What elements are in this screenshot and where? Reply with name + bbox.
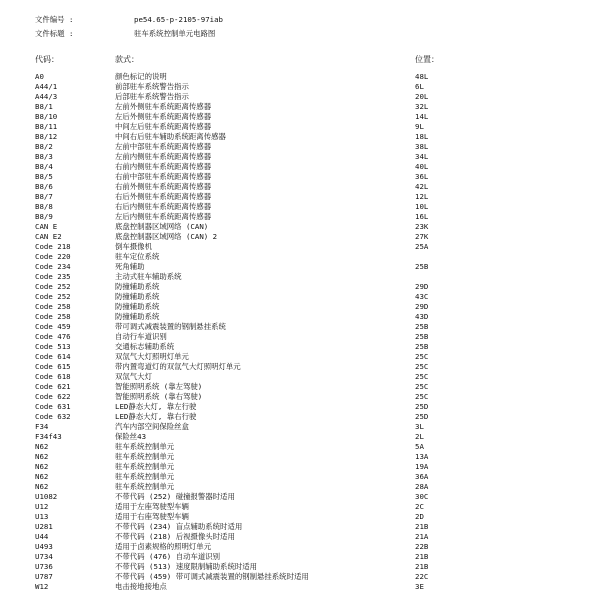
component-name: 防撞辅助系统 — [115, 282, 160, 291]
component-name: 右后外侧驻车系统距离传感器 — [115, 192, 212, 201]
component-location: 13A — [415, 452, 429, 461]
component-name: LED静态大灯, 靠左行驶 — [115, 402, 197, 411]
legend-row — [0, 512, 601, 522]
doc-number-value: pe54.65-p-2105-97iab — [134, 15, 223, 24]
legend-row — [0, 482, 601, 492]
legend-row — [0, 422, 601, 432]
component-code: Code 459 — [35, 322, 71, 331]
legend-row — [0, 452, 601, 462]
component-location: 25C — [415, 352, 429, 361]
legend-row — [0, 272, 601, 282]
component-name: 适用于左座驾驶型车辆 — [115, 502, 189, 511]
component-code: A44/1 — [35, 82, 58, 91]
legend-row — [0, 252, 601, 262]
component-name: 带可调式减震装置的钢制悬挂系统 — [115, 322, 226, 331]
component-location: 38L — [415, 142, 429, 151]
legend-row — [0, 442, 601, 452]
component-name: 前部驻车系统警告指示 — [115, 82, 189, 91]
legend-row — [0, 372, 601, 382]
component-location: 43C — [415, 292, 429, 301]
component-location: 28A — [415, 482, 429, 491]
component-name: 中间右后驻车辅助系统距离传感器 — [115, 132, 226, 141]
component-code: Code 258 — [35, 312, 71, 321]
component-location: 36A — [415, 472, 429, 481]
component-code: U736 — [35, 562, 53, 571]
component-location: 32L — [415, 102, 429, 111]
legend-row — [0, 212, 601, 222]
legend-row — [0, 112, 601, 122]
component-location: 25B — [415, 262, 429, 271]
component-location: 48L — [415, 72, 429, 81]
component-location: 25C — [415, 362, 429, 371]
component-code: B8/8 — [35, 202, 53, 211]
component-code: B8/9 — [35, 212, 53, 221]
legend-row — [0, 332, 601, 342]
legend-row — [0, 292, 601, 302]
component-code: B8/10 — [35, 112, 58, 121]
component-location: 23K — [415, 222, 429, 231]
component-code: Code 252 — [35, 282, 71, 291]
component-code: CAN E — [35, 222, 58, 231]
component-code: B8/3 — [35, 152, 53, 161]
component-name: 主动式驻车辅助系统 — [115, 272, 182, 281]
legend-row — [0, 552, 601, 562]
component-code: B8/12 — [35, 132, 58, 141]
column-header-name: 款式： — [115, 55, 139, 64]
component-name: 中间左后驻车系统距离传感器 — [115, 122, 212, 131]
component-code: U1082 — [35, 492, 58, 501]
component-location: 25B — [415, 332, 429, 341]
legend-row — [0, 202, 601, 212]
legend-row — [0, 432, 601, 442]
component-code: U12 — [35, 502, 49, 511]
component-code: Code 234 — [35, 262, 71, 271]
component-code: Code 632 — [35, 412, 71, 421]
component-name: 左前内侧驻车系统距离传感器 — [115, 152, 212, 161]
component-code: Code 476 — [35, 332, 71, 341]
component-location: 6L — [415, 82, 424, 91]
legend-row — [0, 572, 601, 582]
component-name: 不带代码 (476) 自动车道识别 — [115, 552, 221, 561]
component-code: B8/7 — [35, 192, 53, 201]
component-location: 27K — [415, 232, 429, 241]
component-location: 25D — [415, 402, 429, 411]
component-code: U44 — [35, 532, 49, 541]
component-code: B8/2 — [35, 142, 53, 151]
component-code: N62 — [35, 442, 49, 451]
legend-row — [0, 582, 601, 592]
component-code: A44/3 — [35, 92, 58, 101]
component-code: Code 614 — [35, 352, 71, 361]
component-name: 智能照明系统 (靠右驾驶) — [115, 392, 203, 401]
legend-row — [0, 82, 601, 92]
component-name: 电击接地接地点 — [115, 582, 167, 591]
component-location: 25C — [415, 392, 429, 401]
component-location: 3L — [415, 422, 424, 431]
legend-list — [0, 72, 601, 592]
component-location: 43D — [415, 312, 429, 321]
component-name: 左后外侧驻车系统距离传感器 — [115, 112, 212, 121]
legend-row — [0, 342, 601, 352]
component-location: 5A — [415, 442, 424, 451]
legend-row — [0, 162, 601, 172]
component-name: 自动行车道识别 — [115, 332, 167, 341]
component-name: 后部驻车系统警告指示 — [115, 92, 189, 101]
doc-number-label: 文件编号 : — [35, 15, 74, 24]
component-name: 交通标志辅助系统 — [115, 342, 175, 351]
legend-row — [0, 362, 601, 372]
legend-row — [0, 472, 601, 482]
component-code: B8/11 — [35, 122, 58, 131]
component-name: 驻车系统控制单元 — [115, 482, 175, 491]
component-code: B8/6 — [35, 182, 53, 191]
component-name: 驻车系统控制单元 — [115, 442, 175, 451]
component-name: 双氙气大灯照明灯单元 — [115, 352, 189, 361]
legend-row — [0, 562, 601, 572]
component-code: F34 — [35, 422, 49, 431]
legend-row — [0, 402, 601, 412]
legend-row — [0, 192, 601, 202]
component-location: 25A — [415, 242, 429, 251]
component-name: 左前外侧驻车系统距离传感器 — [115, 102, 212, 111]
component-code: N62 — [35, 462, 49, 471]
component-name: 倒车摄像机 — [115, 242, 152, 251]
component-name: 防撞辅助系统 — [115, 312, 160, 321]
legend-row — [0, 152, 601, 162]
component-location: 22B — [415, 542, 429, 551]
legend-row — [0, 532, 601, 542]
component-name: 双氙气大灯 — [115, 372, 152, 381]
component-location: 30C — [415, 492, 429, 501]
component-name: 不带代码 (459) 带可调式减震装置的钢制悬挂系统时适用 — [115, 572, 309, 581]
component-name: 驻车系统控制单元 — [115, 462, 175, 471]
legend-row — [0, 322, 601, 332]
legend-row — [0, 102, 601, 112]
component-name: 智能照明系统 (靠左驾驶) — [115, 382, 203, 391]
component-location: 25C — [415, 382, 429, 391]
legend-row — [0, 182, 601, 192]
component-location: 2D — [415, 512, 424, 521]
component-code: Code 622 — [35, 392, 71, 401]
legend-row — [0, 142, 601, 152]
component-location: 29D — [415, 282, 429, 291]
component-location: 34L — [415, 152, 429, 161]
component-name: 右前中部驻车系统距离传感器 — [115, 172, 212, 181]
component-location: 2L — [415, 432, 424, 441]
component-location: 29D — [415, 302, 429, 311]
legend-row — [0, 542, 601, 552]
component-name: 防撞辅助系统 — [115, 292, 160, 301]
component-name: 右后内侧驻车系统距离传感器 — [115, 202, 212, 211]
component-name: 驻车系统控制单元 — [115, 452, 175, 461]
component-name: 左前中部驻车系统距离传感器 — [115, 142, 212, 151]
component-code: U281 — [35, 522, 53, 531]
component-name: 防撞辅助系统 — [115, 302, 160, 311]
component-name: 不带代码 (252) 碰撞报警器时适用 — [115, 492, 235, 501]
component-location: 2C — [415, 502, 424, 511]
component-name: 死角辅助 — [115, 262, 145, 271]
component-code: B8/1 — [35, 102, 53, 111]
component-code: Code 621 — [35, 382, 71, 391]
component-location: 14L — [415, 112, 429, 121]
component-location: 20L — [415, 92, 429, 101]
legend-row — [0, 412, 601, 422]
legend-row — [0, 392, 601, 402]
component-location: 25D — [415, 412, 429, 421]
component-name: 保险丝43 — [115, 432, 147, 441]
component-location: 9L — [415, 122, 424, 131]
component-name: 带内置弯道灯的双氙气大灯照明灯单元 — [115, 362, 241, 371]
legend-row — [0, 352, 601, 362]
component-code: Code 615 — [35, 362, 71, 371]
component-code: Code 618 — [35, 372, 71, 381]
component-location: 40L — [415, 162, 429, 171]
legend-row — [0, 302, 601, 312]
legend-row — [0, 492, 601, 502]
component-code: B8/4 — [35, 162, 53, 171]
component-location: 21B — [415, 552, 429, 561]
legend-row — [0, 502, 601, 512]
column-header-code: 代码： — [35, 55, 59, 64]
component-location: 21B — [415, 522, 429, 531]
component-code: Code 252 — [35, 292, 71, 301]
component-name: 右前内侧驻车系统距离传感器 — [115, 162, 212, 171]
component-code: Code 220 — [35, 252, 71, 261]
component-code: Code 235 — [35, 272, 71, 281]
component-location: 10L — [415, 202, 429, 211]
legend-row — [0, 92, 601, 102]
component-code: A0 — [35, 72, 44, 81]
doc-title-value: 驻车系统控制单元电路图 — [134, 29, 216, 38]
component-name: 右前外侧驻车系统距离传感器 — [115, 182, 212, 191]
component-code: W12 — [35, 582, 49, 591]
component-location: 36L — [415, 172, 429, 181]
component-location: 42L — [415, 182, 429, 191]
component-location: 21A — [415, 532, 429, 541]
legend-row — [0, 462, 601, 472]
component-code: N62 — [35, 482, 49, 491]
legend-row — [0, 382, 601, 392]
component-location: 25C — [415, 372, 429, 381]
component-name: 驻车系统控制单元 — [115, 472, 175, 481]
component-code: N62 — [35, 452, 49, 461]
component-code: Code 258 — [35, 302, 71, 311]
component-location: 18L — [415, 132, 429, 141]
component-location: 16L — [415, 212, 429, 221]
component-location: 12L — [415, 192, 429, 201]
legend-row — [0, 242, 601, 252]
component-code: Code 218 — [35, 242, 71, 251]
component-name: 驻车定位系统 — [115, 252, 160, 261]
component-location: 19A — [415, 462, 429, 471]
component-code: Code 513 — [35, 342, 71, 351]
component-code: B8/5 — [35, 172, 53, 181]
component-code: U13 — [35, 512, 49, 521]
legend-row — [0, 72, 601, 82]
component-name: 不带代码 (513) 速度限制辅助系统时适用 — [115, 562, 258, 571]
component-location: 3E — [415, 582, 424, 591]
legend-row — [0, 522, 601, 532]
column-header-location: 位置： — [415, 55, 439, 64]
component-location: 25B — [415, 342, 429, 351]
component-name: 汽车内部空间保险丝盒 — [115, 422, 189, 431]
legend-row — [0, 222, 601, 232]
component-code: U493 — [35, 542, 53, 551]
component-name: 颜色标记的说明 — [115, 72, 167, 81]
legend-row — [0, 312, 601, 322]
component-name: 不带代码 (218) 后视摄像头时适用 — [115, 532, 235, 541]
component-name: 底盘控制器区域网络 (CAN) — [115, 222, 209, 231]
component-code: F34f43 — [35, 432, 62, 441]
component-location: 21B — [415, 562, 429, 571]
legend-row — [0, 132, 601, 142]
legend-row — [0, 172, 601, 182]
component-name: 不带代码 (234) 盲点辅助系统时适用 — [115, 522, 243, 531]
component-name: 底盘控制器区域网络 (CAN) 2 — [115, 232, 218, 241]
doc-title-label: 文件标题 : — [35, 29, 74, 38]
legend-row — [0, 122, 601, 132]
legend-row — [0, 262, 601, 272]
component-name: 适用于右座驾驶型车辆 — [115, 512, 189, 521]
component-code: N62 — [35, 472, 49, 481]
component-code: CAN E2 — [35, 232, 62, 241]
component-location: 25B — [415, 322, 429, 331]
component-location: 22C — [415, 572, 429, 581]
component-code: U734 — [35, 552, 53, 561]
legend-row — [0, 232, 601, 242]
component-name: LED静态大灯, 靠右行驶 — [115, 412, 197, 421]
component-name: 左后内侧驻车系统距离传感器 — [115, 212, 212, 221]
component-code: U787 — [35, 572, 53, 581]
component-name: 适用于卤素规格的照明灯单元 — [115, 542, 212, 551]
legend-row — [0, 282, 601, 292]
component-code: Code 631 — [35, 402, 71, 411]
